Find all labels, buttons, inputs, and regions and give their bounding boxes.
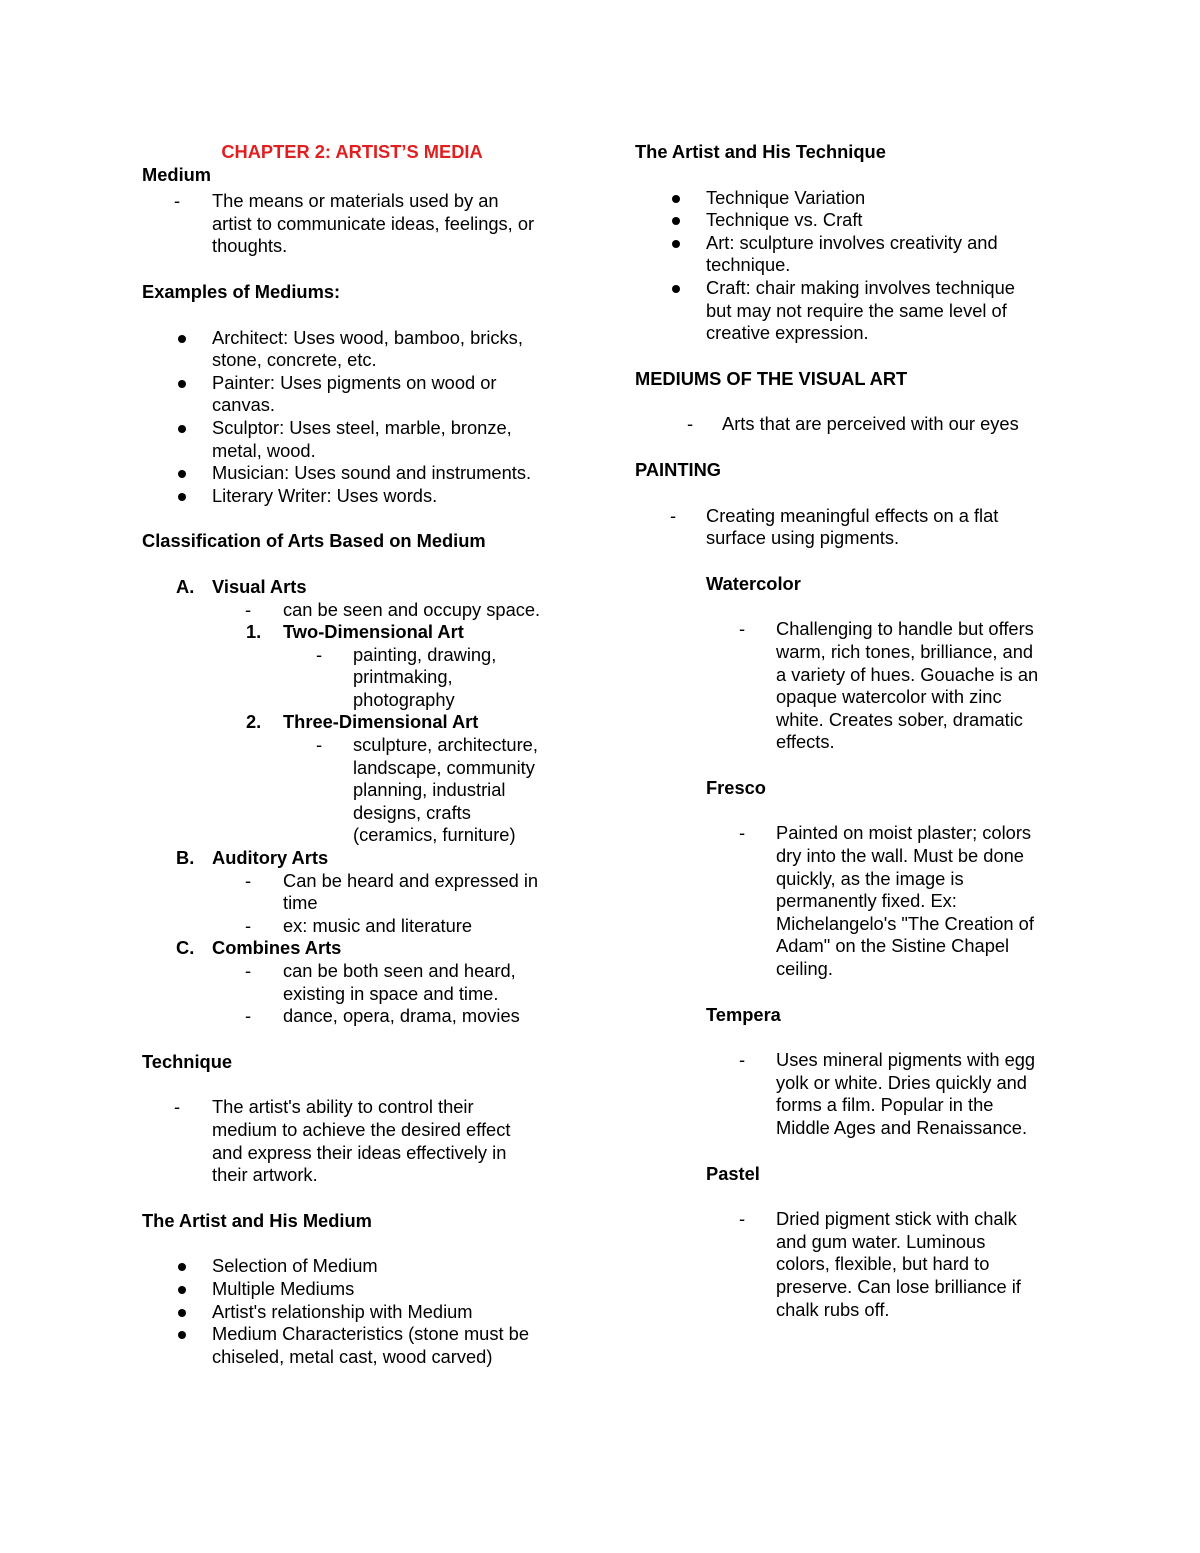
technique-definition: - The artist's ability to control their medium to achieve the desired effect and express their ideas effectively in their artwork. bbox=[174, 1096, 511, 1186]
chapter-title: CHAPTER 2: ARTIST’S MEDIA bbox=[221, 141, 483, 162]
bullet-icon bbox=[672, 195, 680, 203]
bullet-icon bbox=[178, 1263, 186, 1271]
list-item: Art: sculpture involves creativity and technique. bbox=[635, 232, 1075, 277]
fresco-definition: - Painted on moist plaster; colors dry into the wall. Must be done quickly, as the image is permanently fixed. Ex: Michelangelo's "The Creation of Adam" on the Sistine Chapel ceiling. bbox=[739, 822, 1034, 980]
artist-medium-heading: The Artist and His Medium bbox=[142, 1209, 372, 1231]
bullet-icon bbox=[178, 1309, 186, 1317]
list-item: Selection of Medium bbox=[142, 1255, 582, 1278]
bullet-icon bbox=[178, 335, 186, 343]
bullet-icon bbox=[178, 1331, 186, 1339]
two-dimensional-item: 1. Two-Dimensional Art bbox=[246, 621, 464, 643]
left-column bbox=[142, 141, 582, 1368]
watercolor-heading: Watercolor bbox=[706, 572, 801, 594]
list-item: Literary Writer: Uses words. bbox=[142, 485, 582, 508]
three-dimensional-desc: - sculpture, architecture, landscape, community planning, industrial designs, crafts (ceramics, furniture) bbox=[316, 734, 538, 846]
three-dimensional-item: 2. Three-Dimensional Art bbox=[246, 711, 479, 733]
visual-arts-item: A. Visual Arts bbox=[176, 575, 307, 597]
bullet-icon bbox=[178, 470, 186, 478]
medium-definition: - The means or materials used by an artist to communicate ideas, feelings, or thoughts. bbox=[174, 190, 535, 257]
bullet-icon bbox=[178, 425, 186, 433]
visual-art-definition: - Arts that are perceived with our eyes bbox=[687, 413, 1019, 435]
list-item: Technique Variation bbox=[635, 187, 1075, 210]
list-item: Multiple Mediums bbox=[142, 1278, 582, 1301]
tempera-definition: - Uses mineral pigments with egg yolk or white. Dries quickly and forms a film. Popular in the Middle Ages and Renaissance. bbox=[739, 1049, 1036, 1138]
bullet-icon bbox=[672, 240, 680, 248]
painting-definition: - Creating meaningful effects on a flat surface using pigments. bbox=[670, 504, 999, 549]
artist-technique-heading: The Artist and His Technique bbox=[635, 141, 886, 162]
list-item: Technique vs. Craft bbox=[635, 209, 1075, 232]
bullet-icon bbox=[672, 285, 680, 293]
bullet-icon bbox=[178, 1286, 186, 1294]
list-item: Sculptor: Uses steel, marble, bronze, metal, wood. bbox=[142, 417, 582, 462]
bullet-icon bbox=[178, 493, 186, 501]
list-item: Architect: Uses wood, bamboo, bricks, stone, concrete, etc. bbox=[142, 327, 582, 372]
medium-heading: Medium bbox=[142, 163, 212, 185]
list-item: Medium Characteristics (stone must be chiseled, metal cast, wood carved) bbox=[142, 1323, 582, 1368]
tempera-heading: Tempera bbox=[706, 1003, 781, 1025]
watercolor-definition: - Challenging to handle but offers warm, rich tones, brilliance, and a variety of hues. Gouache is an opaque watercolor with zinc white. Creates sober, dramatic effects. bbox=[739, 618, 1039, 753]
auditory-arts-item: B. Auditory Arts bbox=[176, 847, 329, 869]
visual-arts-desc: - can be seen and occupy space. bbox=[245, 598, 541, 620]
examples-heading: Examples of Mediums: bbox=[142, 280, 341, 302]
bullet-icon bbox=[672, 217, 680, 225]
classification-heading: Classification of Arts Based on Medium bbox=[142, 530, 486, 552]
right-column bbox=[635, 141, 1075, 1321]
visual-art-heading: MEDIUMS OF THE VISUAL ART bbox=[635, 367, 908, 389]
auditory-example: - ex: music and literature bbox=[245, 914, 472, 936]
list-item: Craft: chair making involves technique but may not require the same level of creative expression. bbox=[635, 277, 1075, 345]
pastel-heading: Pastel bbox=[706, 1162, 760, 1184]
painting-heading: PAINTING bbox=[635, 458, 721, 480]
combines-desc: - can be both seen and heard, existing in space and time. bbox=[245, 960, 516, 1004]
technique-heading: Technique bbox=[142, 1050, 233, 1072]
list-item: Artist's relationship with Medium bbox=[142, 1301, 582, 1324]
bullet-icon bbox=[178, 380, 186, 388]
pastel-definition: - Dried pigment stick with chalk and gum water. Luminous colors, flexible, but hard to preserve. Can lose brilliance if chalk rubs off. bbox=[739, 1208, 1021, 1320]
list-item: Musician: Uses sound and instruments. bbox=[142, 462, 582, 485]
fresco-heading: Fresco bbox=[706, 776, 766, 798]
combines-example: - dance, opera, drama, movies bbox=[245, 1005, 520, 1027]
combines-arts-item: C. Combines Arts bbox=[176, 937, 342, 959]
list-item: Painter: Uses pigments on wood or canvas. bbox=[142, 372, 582, 417]
two-dimensional-desc: - painting, drawing, printmaking, photography bbox=[316, 643, 497, 710]
auditory-desc: - Can be heard and expressed in time bbox=[245, 869, 539, 914]
